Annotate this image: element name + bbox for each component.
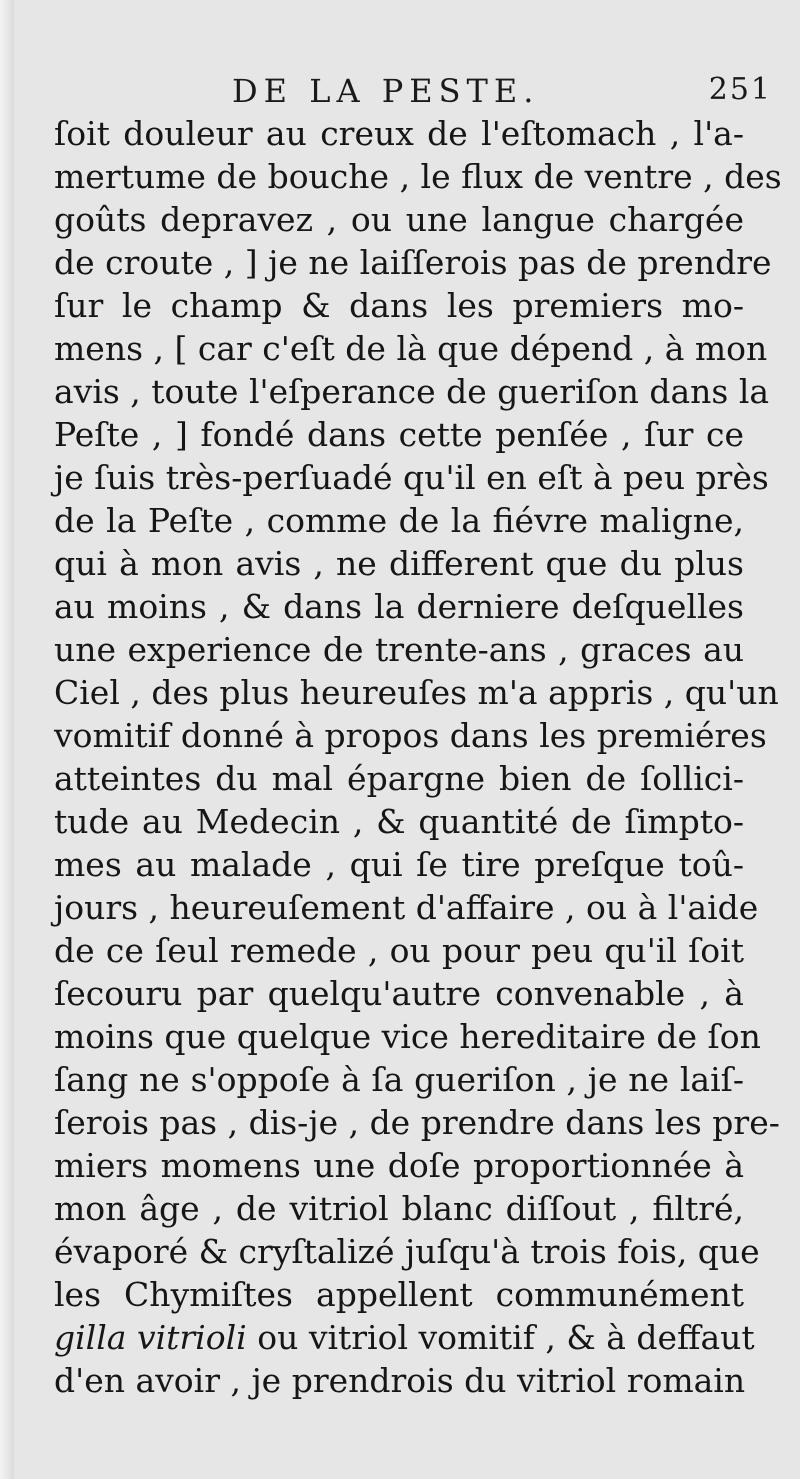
text-line: vomitif donné à propos dans les premiéres xyxy=(54,716,767,755)
text-line: ſur le champ & dans les premiers mo- xyxy=(54,286,744,325)
text-line-rest: ou vitriol vomitif , & à deffaut xyxy=(246,1318,755,1357)
text-line: mens , [ car c'eſt de là que dépend , à mon xyxy=(54,329,768,368)
text-line: Peſte , ] fondé dans cette penſée , ſur ce xyxy=(54,415,744,454)
page-number: 251 xyxy=(708,72,772,107)
text-line: je ſuis très-perſuadé qu'il en eſt à peu près xyxy=(54,458,769,497)
text-line: de la Peſte , comme de la fiévre maligne, xyxy=(54,501,744,540)
text-line: qui à mon avis , ne different que du plus xyxy=(54,544,744,583)
page-header xyxy=(0,72,800,116)
text-line: moins que quelque vice hereditaire de ſon xyxy=(54,1017,761,1056)
text-line: une experience de trente-ans , graces au xyxy=(54,630,744,669)
text-line: tude au Medecin , & quantité de ſimpto- xyxy=(54,802,744,841)
text-line: ſecouru par quelqu'autre convenable , à xyxy=(54,974,744,1013)
text-line: mes au malade , qui ſe tire preſque toû- xyxy=(54,845,744,884)
text-line: évaporé & cryſtalizé juſqu'à trois fois, que xyxy=(54,1232,760,1271)
running-head: DE LA PESTE. xyxy=(232,72,540,110)
text-line: les Chymiſtes appellent communément xyxy=(54,1275,744,1314)
text-line: d'en avoir , je prendrois du vitriol romain xyxy=(54,1361,746,1400)
text-line: au moins , & dans la derniere deſquelles xyxy=(54,587,744,626)
text-line: jours , heureuſement d'affaire , ou à l'aide xyxy=(54,888,759,927)
text-line: atteintes du mal épargne bien de ſollici- xyxy=(54,759,744,798)
text-line: ſoit douleur au creux de l'eſtomach , l'a- xyxy=(54,114,744,153)
text-line: ſerois pas , dis-je , de prendre dans les pre- xyxy=(54,1103,780,1142)
page-edge-shadow xyxy=(0,0,14,1479)
text-line: mertume de bouche , le flux de ventre , des xyxy=(54,157,782,196)
text-line-italic-term xyxy=(54,1316,755,1359)
text-line: avis , toute l'eſperance de gueriſon dans la xyxy=(54,372,770,411)
text-line: de croute , ] je ne laiſſerois pas de prendre xyxy=(54,243,772,282)
text-line: Ciel , des plus heureuſes m'a appris , qu'un xyxy=(54,673,779,712)
text-line: ſang ne s'oppoſe à ſa gueriſon , je ne laiſ- xyxy=(54,1060,744,1099)
body-text xyxy=(54,112,782,1402)
text-line: de ce ſeul remede , ou pour peu qu'il ſoit xyxy=(54,931,744,970)
text-line: miers momens une doſe proportionnée à xyxy=(54,1146,744,1185)
italic-term: gilla vitrioli xyxy=(54,1318,247,1357)
text-line: mon âge , de vitriol blanc diſſout , filtré, xyxy=(54,1189,744,1228)
text-line: goûts depravez , ou une langue chargée xyxy=(54,200,744,239)
